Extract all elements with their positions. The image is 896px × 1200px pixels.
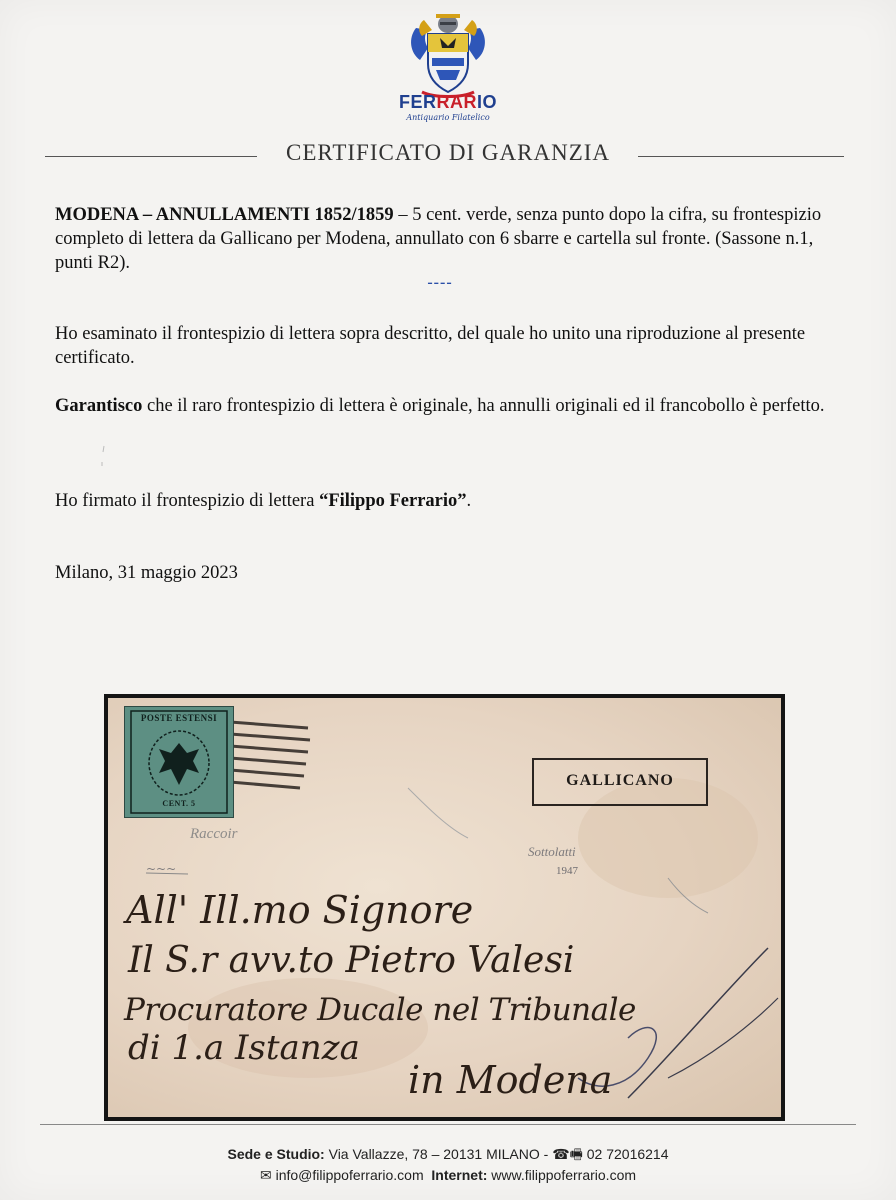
signed-prefix: Ho firmato il frontespizio di lettera <box>55 491 320 511</box>
guarantee-statement <box>55 394 845 418</box>
examined-statement: Ho esaminato il frontespizio di lettera sopra descritto, del quale ho unito una riproduzione al presente certificato. <box>55 324 806 368</box>
address-line-5: in Modena <box>408 1058 613 1102</box>
internet-label: Internet: <box>431 1167 488 1183</box>
internet-text: www.filippoferrario.com <box>487 1167 637 1183</box>
gray-pencil-note: Raccoir <box>190 826 238 842</box>
svg-text:~~~: ~~~ <box>146 862 177 876</box>
signed-name: “Filippo Ferrario” <box>319 491 467 511</box>
letter-front-image <box>104 694 785 1121</box>
title-rule-left <box>45 156 257 157</box>
footer-rule <box>40 1124 856 1125</box>
postage-stamp <box>124 706 234 818</box>
certificate-title: CERTIFICATO DI GARANZIA <box>285 140 611 165</box>
studio-text: Via Vallazze, 78 – 20131 MILANO - ☎🖷 02 72016214 <box>324 1146 669 1162</box>
email-text: ✉ info@filippoferrario.com <box>259 1167 424 1183</box>
address-line-3: Procuratore Ducale nel Tribunale <box>124 992 636 1028</box>
brand-tagline: Antiquario Filatelico <box>406 113 490 122</box>
description-paragraph <box>55 203 845 275</box>
signed-suffix: . <box>466 491 472 511</box>
coat-of-arms-icon <box>398 8 498 98</box>
signed-statement <box>55 489 845 513</box>
address-line-4: di 1.a Istanza <box>128 1028 360 1068</box>
description-heading: MODENA – ANNULLAMENTI 1852/1859 <box>55 205 394 225</box>
guarantee-bold: Garantisco <box>55 396 143 416</box>
footer-contacts <box>0 1167 896 1184</box>
stamp-value-text: CENT. 5 <box>162 799 196 808</box>
stray-mark <box>100 444 106 468</box>
expert-pencil-note: Sottolatti <box>528 844 576 859</box>
description-text: – 5 cent. verde, senza punto dopo la cifra, su frontespizio completo di lettera da Gallicano per Modena, annullato con 6 sbarre e cartella sul fronte. (Sassone n.1, punti R2). <box>55 205 822 273</box>
address-line-2: Il S.r avv.to Pietro Valesi <box>128 940 575 981</box>
footer-address <box>0 1144 896 1168</box>
separator: ---- <box>427 274 453 291</box>
expert-pencil-year: 1947 <box>556 865 578 877</box>
brand-name: FERRARIO <box>398 92 497 112</box>
studio-label: Sede e Studio: <box>227 1146 325 1162</box>
address-line-1: All' Ill.mo Signore <box>126 888 474 932</box>
stamp-top-text: POSTE ESTENSI <box>140 713 218 723</box>
guarantee-rest: che il raro frontespizio di lettera è originale, ha annulli originali ed il francobollo è perfetto. <box>142 396 825 416</box>
place-date: Milano, 31 maggio 2023 <box>55 563 238 583</box>
gallicano-cartella-postmark <box>532 758 708 806</box>
cartella-text: GALLICANO <box>566 772 674 789</box>
title-rule-right <box>638 156 844 157</box>
